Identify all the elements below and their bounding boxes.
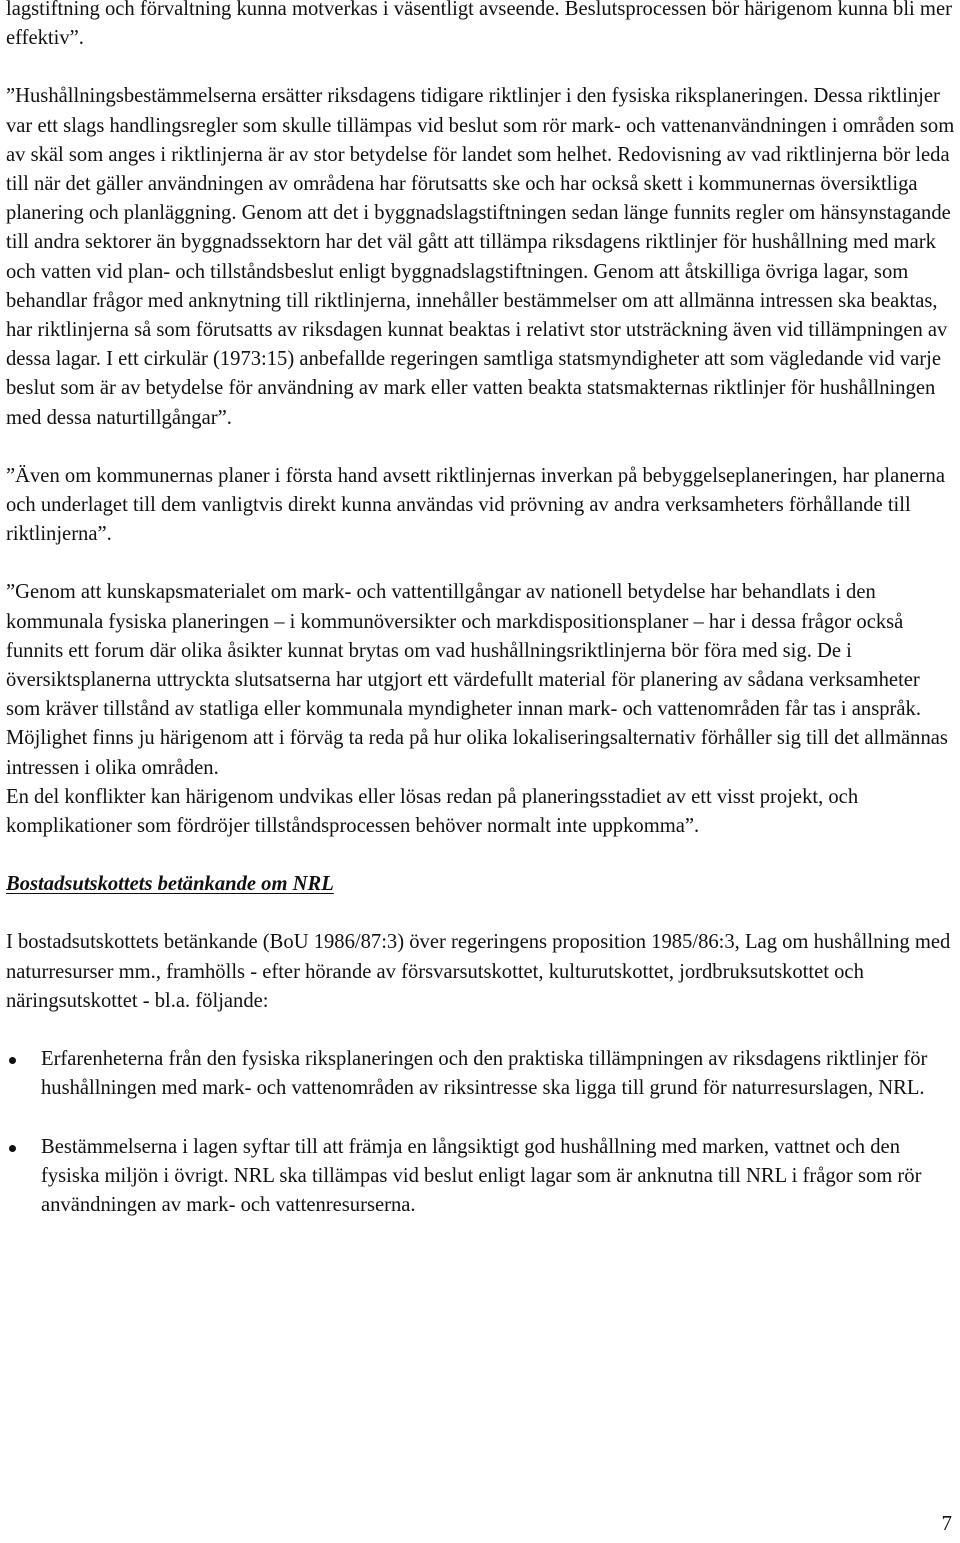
bullet-item bbox=[6, 1133, 956, 1221]
bullet-gap bbox=[6, 1104, 956, 1133]
paragraph-gap bbox=[6, 433, 956, 462]
bullet-text: Bestämmelserna i lagen syftar till att främja en långsiktigt god hushållning med marken, vattnet och den fysiska miljön i övrigt. NRL ska tillämpas vid beslut enligt lagar som är anknutna till NRL i frågor som rör användningen av mark- och vattenresurserna. bbox=[41, 1135, 922, 1216]
paragraph-konflikter: En del konflikter kan härigenom undvikas eller lösas redan på planeringsstadiet av ett visst projekt, och komplikationer som fördröjer tillståndsprocessen behöver normalt inte uppkomma”. bbox=[6, 785, 859, 838]
paragraph-gap bbox=[6, 53, 956, 82]
bullet-dot-icon bbox=[9, 1145, 16, 1152]
paragraph-quote-riktlinjer: ”Hushållningsbestämmelserna ersätter riksdagens tidigare riktlinjer i den fysiska riksplaneringen. Dessa riktlinjer var ett slags handlingsregler som skulle tillämpas vid beslut som rör mark- och vattenanvändningen i områden som av skäl som anges i riktlinjerna är av stor betydelse för landet som helhet. Redovisning av vad riktlinjerna bör leda till när det gäller användningen av områdena har förutsatts ske och har också skett i kommunernas översiktliga planering och planläggning. Genom att det i byggnadslagstiftningen sedan länge funnits regler om hänsynstagande till andra sektorer än byggnadssektorn har det väl gått att tillämpa riksdagens riktlinjer för hushållning med mark och vatten vid plan- och tillståndsbeslut enligt byggnadslagstiftningen. Genom att åtskilliga övriga lagar, som behandlar frågor med anknytning till riktlinjerna, innehåller bestämmelser om att allmänna intressen ska beaktas, har riktlinjerna så som förutsatts av riksdagen kunnat beaktas i relativt stor utsträckning även vid tillämpningen av dessa lagar. I ett cirkulär (1973:15) anbefallde regeringen samtliga statsmyndigheter att som vägledande vid varje beslut som är av betydelse för användning av mark eller vatten beakta statsmakternas riktlinjer för hushållningen med dessa naturtillgångar”. bbox=[6, 85, 955, 429]
bullet-item bbox=[6, 1045, 956, 1103]
bullet-dot-icon bbox=[9, 1057, 16, 1064]
paragraph-gap bbox=[6, 841, 956, 870]
section-intro: I bostadsutskottets betänkande (BoU 1986/87:3) över regeringens proposition 1985/86:3, Lag om hushållning med naturresurser mm., framhölls - efter hörande av försvarsutskottet, kulturutskottet, jordbruksutskottet och näringsutskottet - bl.a. följande: bbox=[6, 931, 951, 1012]
paragraph-gap bbox=[6, 1016, 956, 1045]
paragraph-quote-kunskapsmaterialet: ”Genom att kunskapsmaterialet om mark- och vattentillgångar av nationell betydelse har behandlats i den kommunala fysiska planeringen – i kommunöversikter och markdispositionsplaner – har i dessa frågor också funnits ett forum där olika åsikter kunnat brytas om vad hushållningsriktlinjerna bör föra med sig. De i översiktsplanerna uttryckta slutsatserna har utgjort ett värdefullt material för planering av sådana verksamheter som kräver tillstånd av statliga eller kommunala myndigheter innan mark- och vattenområden får tas i anspråk. Möjlighet finns ju härigenom att i förväg ta reda på hur olika lokaliseringsalternativ förhåller sig till det allmännas intressen i olika områden. bbox=[6, 581, 948, 779]
paragraph-gap bbox=[6, 899, 956, 928]
bullet-list bbox=[6, 1045, 956, 1220]
bullet-text: Erfarenheterna från den fysiska riksplaneringen och den praktiska tillämpningen av riksdagens riktlinjer för hushållningen med mark- och vattenområden av riksintresse ska ligga till grund för naturresurslagen, NRL. bbox=[41, 1048, 928, 1100]
paragraph-quote-kommunernas-planer: ”Även om kommunernas planer i första hand avsett riktlinjernas inverkan på bebyggelseplaneringen, har planerna och underlaget till dem vanligtvis direkt kunna användas vid prövning av andra verksamheters förhållande till riktlinjerna”. bbox=[6, 464, 945, 546]
paragraph-gap bbox=[6, 549, 956, 578]
document-page bbox=[6, 0, 956, 1220]
paragraph-continuation: lagstiftning och förvaltning kunna motverkas i väsentligt avseende. Beslutsprocessen bör härigenom kunna bli mer effektiv”. bbox=[6, 0, 952, 50]
page-number: 7 bbox=[941, 1511, 952, 1535]
section-heading: Bostadsutskottets betänkande om NRL bbox=[6, 873, 334, 896]
